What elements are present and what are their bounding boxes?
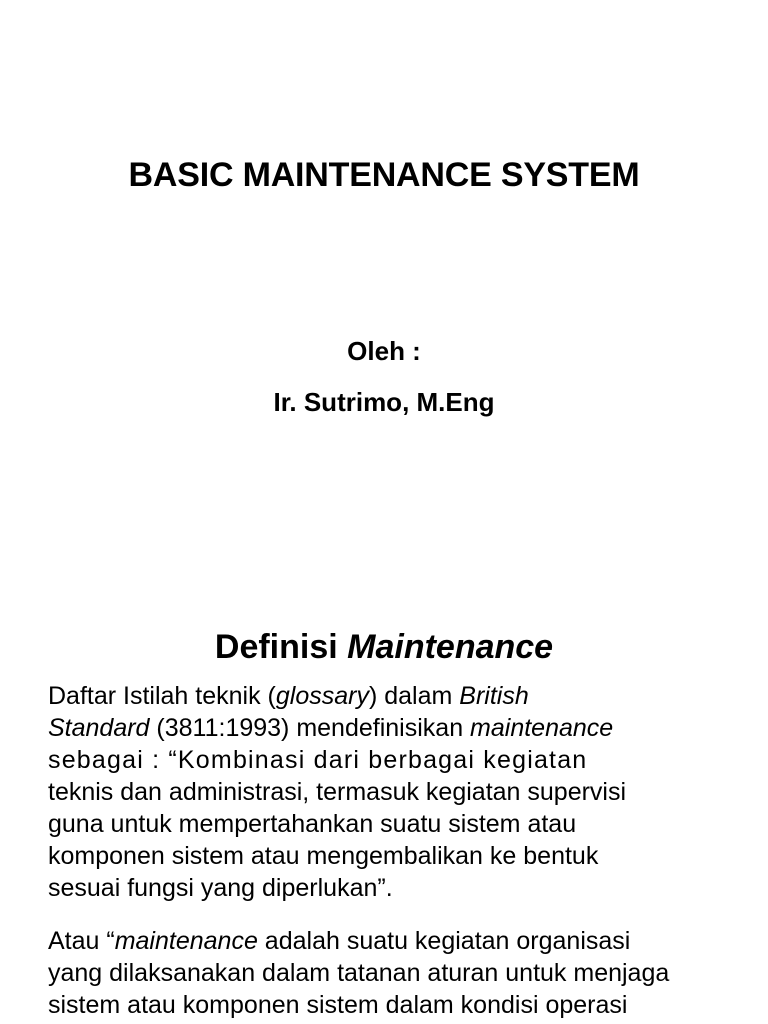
paragraph-line: teknis dan administrasi, termasuk kegiatan supervisi <box>48 778 627 806</box>
section-heading-italic: Maintenance <box>347 628 554 666</box>
paragraph-line: guna untuk mempertahankan suatu sistem atau <box>48 810 577 838</box>
byline-label: Oleh : <box>347 336 421 366</box>
text-segment: Atau “ <box>48 927 115 955</box>
paragraph-line: sesuai fungsi yang diperlukan”. <box>48 874 393 902</box>
text-segment-italic: maintenance <box>470 714 614 742</box>
definition-paragraph-2 <box>48 925 723 1021</box>
page-title: BASIC MAINTENANCE SYSTEM <box>128 156 640 194</box>
text-segment-italic: glossary <box>275 682 369 710</box>
text-segment: adalah suatu kegiatan organisasi <box>257 927 631 955</box>
paragraph-line <box>48 925 723 957</box>
text-segment-italic: Standard <box>48 714 150 742</box>
text-segment: (3811:1993) mendefinisikan <box>149 714 471 742</box>
paragraph-line: sebagai : “Kombinasi dari berbagai kegiatan <box>48 746 588 774</box>
definition-paragraph-1 <box>48 680 723 904</box>
section-heading-plain: Definisi <box>214 628 348 666</box>
section-heading <box>0 625 768 669</box>
paragraph-line: sistem atau komponen sistem dalam kondisi operasi <box>48 991 628 1019</box>
paragraph-line <box>48 712 723 744</box>
paragraph-line: komponen sistem atau mengembalikan ke bentuk <box>48 842 599 870</box>
text-segment-italic: maintenance <box>114 927 258 955</box>
text-segment: ) dalam <box>368 682 460 710</box>
text-segment-italic: British <box>459 682 529 710</box>
paragraph-line: yang dilaksanakan dalam tatanan aturan untuk menjaga <box>48 959 670 987</box>
paragraph-line <box>48 680 723 712</box>
text-segment: Daftar Istilah teknik ( <box>48 682 276 710</box>
author-name: Ir. Sutrimo, M.Eng <box>273 387 495 417</box>
